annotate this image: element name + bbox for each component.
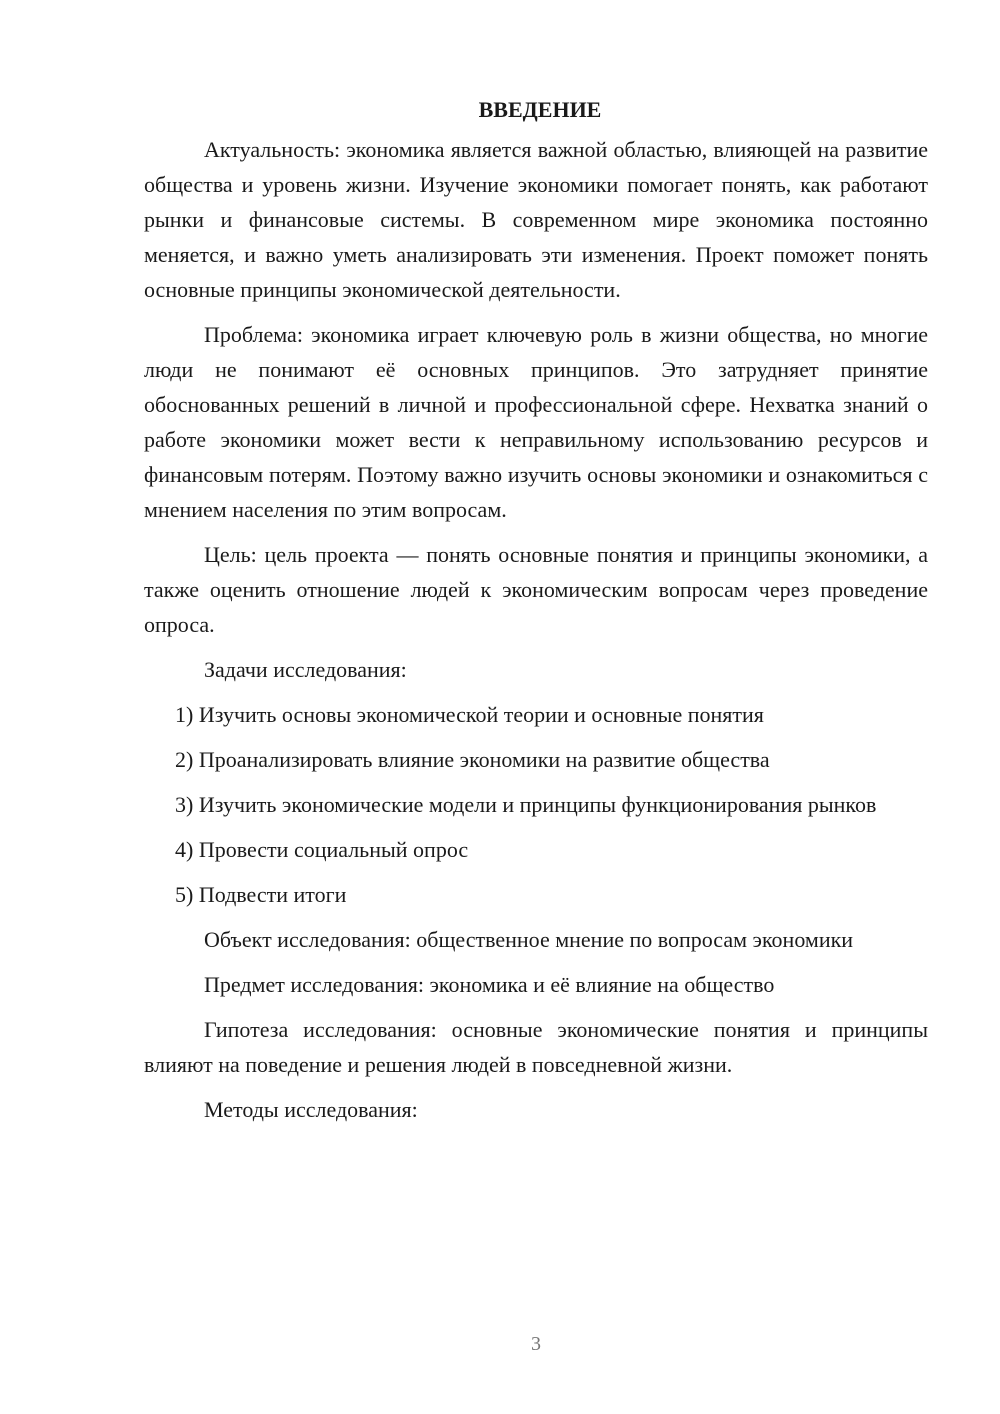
subject-paragraph: Предмет исследования: экономика и её влияние на общество <box>204 972 775 997</box>
task-item-2: 2) Проанализировать влияние экономики на развитие общества <box>175 747 770 772</box>
hypothesis-paragraph: Гипотеза исследования: основные экономические понятия и принципы влияют на поведение и решения людей в повседневной жизни. <box>144 1017 928 1077</box>
goal-paragraph: Цель: цель проекта — понять основные понятия и принципы экономики, а также оценить отношение людей к экономическим вопросам через проведение опроса. <box>144 542 928 637</box>
problem-paragraph: Проблема: экономика играет ключевую роль в жизни общества, но многие люди не понимают её основных принципов. Это затрудняет принятие обоснованных решений в личной и профессиональной сфере. Нехватка знаний о работе экономики может вести к неправильному использованию ресурсов и финансовым потерям. Поэтому важно изучить основы экономики и ознакомиться с мнением населения по этим вопросам. <box>144 322 928 522</box>
task-item-4: 4) Провести социальный опрос <box>175 837 469 862</box>
page-number: 3 <box>531 1333 541 1355</box>
tasks-heading: Задачи исследования: <box>204 657 407 682</box>
task-item-1: 1) Изучить основы экономической теории и основные понятия <box>175 702 764 727</box>
document-page <box>144 92 928 1137</box>
methods-heading: Методы исследования: <box>204 1097 418 1122</box>
tasks-list <box>144 697 928 912</box>
document-title: ВВЕДЕНИЕ <box>478 97 602 122</box>
relevance-paragraph: Актуальность: экономика является важной областью, влияющей на развитие общества и уровень жизни. Изучение экономики помогает понять, как работают рынки и финансовые системы. В современном мире экономика постоянно меняется, и важно уметь анализировать эти изменения. Проект поможет понять основные принципы экономической деятельности. <box>144 137 928 302</box>
task-item-5: 5) Подвести итоги <box>175 882 347 907</box>
object-paragraph: Объект исследования: общественное мнение по вопросам экономики <box>204 927 854 952</box>
task-item-3: 3) Изучить экономические модели и принципы функционирования рынков <box>175 792 877 817</box>
